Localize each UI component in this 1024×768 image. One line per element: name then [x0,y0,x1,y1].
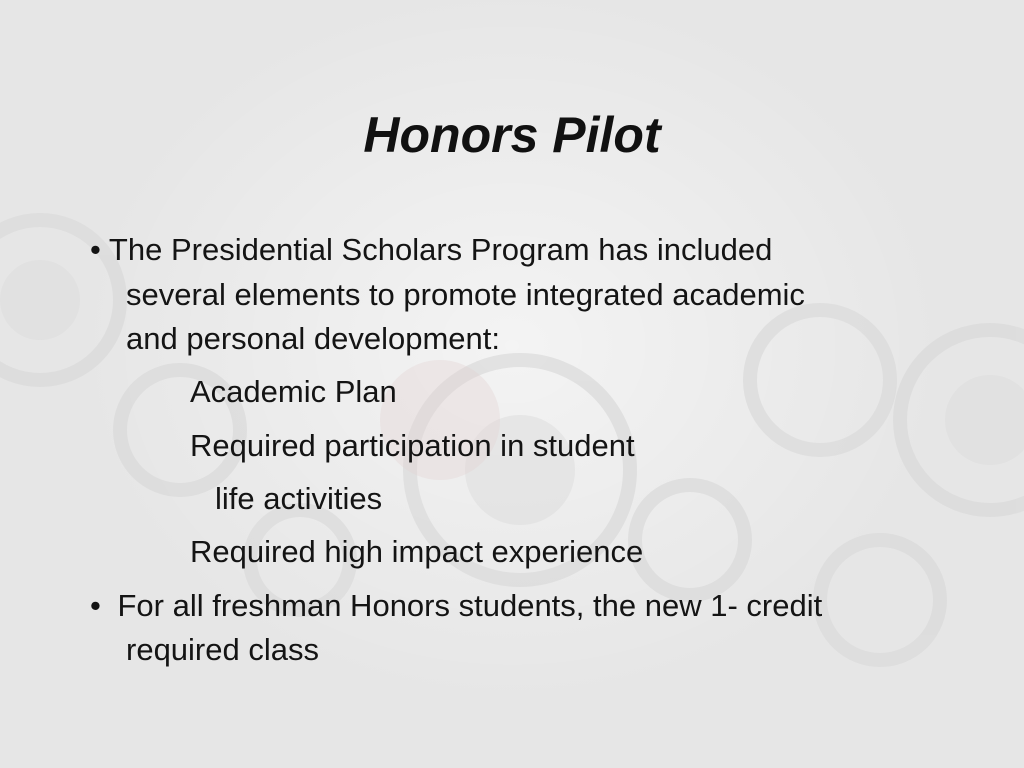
bullet-1-line-1 [90,230,772,270]
subitem-high-impact: Required high impact experience [190,534,644,569]
bullet-1-line-3: and personal development: [126,321,500,356]
subitem-academic-plan: Academic Plan [190,374,397,409]
subitem-student-life-line-2: life activities [215,481,383,516]
bullet-2-line-1 [90,586,822,626]
bullet-2-line-2: required class [126,632,319,667]
bullet-1-line-2: several elements to promote integrated academic [126,277,805,312]
bullet-1-text-line-1: The Presidential Scholars Program has included [108,232,773,267]
slide-title: Honors Pilot [363,107,661,163]
bullet-icon: • [90,232,101,267]
bullet-2-text-line-1: For all freshman Honors students, the new 1- credit [117,588,823,623]
subitem-student-life-line-1: Required participation in student [190,428,635,463]
bullet-icon: • [90,588,101,623]
